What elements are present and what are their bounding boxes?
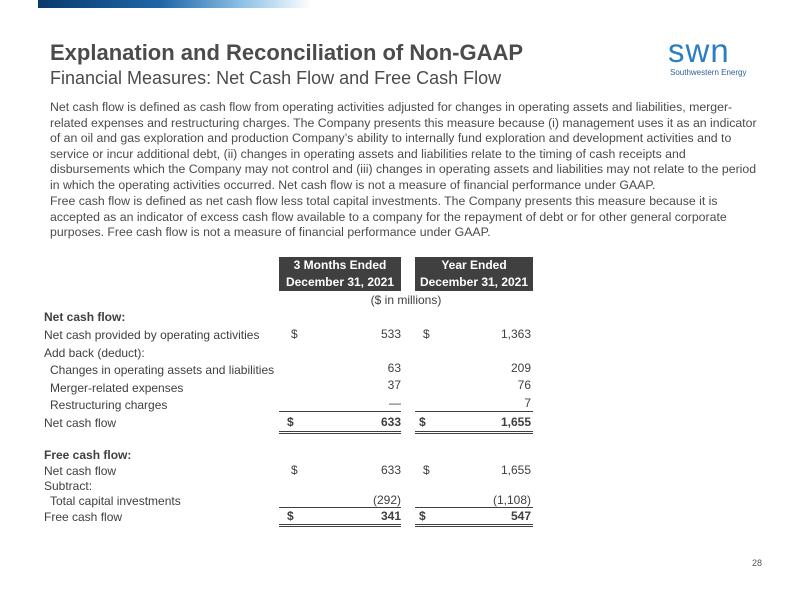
subtotal-rule [415,411,533,412]
cell-restructuring-3mo: — [389,396,401,410]
cell-merger-year: 76 [517,378,531,392]
column-header-year-line1: Year Ended [441,258,507,272]
cell-restructuring-year: 7 [524,396,531,410]
cell-operating-activities-3mo: 533 [380,327,401,341]
section-heading-free-cash-flow: Free cash flow: [44,448,132,462]
page-number: 28 [752,558,763,568]
total-double-rule [279,524,401,525]
cell-capital-investments-year: (1,108) [492,493,531,507]
total-double-rule [279,431,401,432]
row-label-add-back: Add back (deduct): [44,346,145,360]
total-double-rule [415,524,533,525]
cell-operating-activities-year: 1,363 [500,327,531,341]
units-label: ($ in millions) [370,293,442,307]
logo-tagline: Southwestern Energy [670,68,747,77]
cell-changes-assets-year: 209 [510,361,531,375]
row-label-net-cash-flow: Net cash flow [44,464,117,478]
column-header-3-months-line2: December 31, 2021 [285,275,395,289]
column-header-year [415,257,533,291]
net-cash-flow-definition: Net cash flow is defined as cash flow from operating activities adjusted for changes in operating assets and liabilities, merger-related expenses and restructuring charges. The Company presents this measure because (i) management uses it as an indicator of an oil and gas exploration and production Company’s ability to internally fund exploration and development activities and to service or incur additional debt, (ii) changes in operating assets and liabilities relate to the timing of cash receipts and disbursements which the Company may not control and (iii) changes in operating assets and liabilities may not relate to the period in which the operating activities occurred. Net cash flow is not a measure of financial performance under GAAP. [50,100,757,192]
dollar-sign: $ [291,327,298,341]
cell-capital-investments-3mo: (292) [372,493,401,507]
total-double-rule [279,433,401,434]
free-cash-flow-definition: Free cash flow is defined as net cash flow less total capital investments. The Company presents this measure because it is accepted as an indicator of excess cash flow available to a company for the repayment of debt or for other general corporate purposes. Free cash flow is not a measure of financial performance under GAAP. [50,194,727,240]
row-label-restructuring: Restructuring charges [50,398,168,412]
page-subtitle: Financial Measures: Net Cash Flow and Free Cash Flow [50,68,502,88]
page-title: Explanation and Reconciliation of Non-GAAP [50,40,524,65]
cell-free-cash-flow-year: 547 [510,509,531,523]
row-label-free-cash-flow-total: Free cash flow [44,510,123,524]
cell-changes-assets-3mo: 63 [387,361,401,375]
cell-fcf-net-cash-flow-3mo: 633 [380,463,401,477]
dollar-sign: $ [291,463,298,477]
cell-merger-3mo: 37 [387,378,401,392]
subtotal-rule [415,507,533,508]
section-heading-net-cash-flow: Net cash flow: [44,310,126,324]
cell-net-cash-flow-3mo: 633 [380,415,401,429]
cell-net-cash-flow-year: 1,655 [500,415,531,429]
column-header-year-line2: December 31, 2021 [419,275,529,289]
dollar-sign: $ [419,415,426,429]
row-label-net-cash-flow-total: Net cash flow [44,416,117,430]
total-double-rule [279,526,401,527]
total-double-rule [415,526,533,527]
total-double-rule [415,431,533,432]
dollar-sign: $ [287,509,294,523]
dollar-sign: $ [423,463,430,477]
cell-fcf-net-cash-flow-year: 1,655 [500,463,531,477]
total-double-rule [415,433,533,434]
row-label-operating-activities: Net cash provided by operating activities [44,328,260,342]
logo-wordmark: swn [668,32,730,69]
column-header-3-months-line1: 3 Months Ended [293,258,387,272]
company-logo [668,34,768,82]
dollar-sign: $ [287,415,294,429]
subtotal-rule [279,411,401,412]
subtotal-rule [279,507,401,508]
row-label-merger-expenses: Merger-related expenses [50,381,184,395]
top-accent-bar [38,0,312,8]
column-header-3-months [279,257,401,291]
row-label-changes-assets-liabilities: Changes in operating assets and liabilities [50,363,275,377]
cell-free-cash-flow-3mo: 341 [380,509,401,523]
row-label-subtract: Subtract: [44,479,93,493]
dollar-sign: $ [423,327,430,341]
dollar-sign: $ [419,509,426,523]
row-label-capital-investments: Total capital investments [50,494,181,508]
